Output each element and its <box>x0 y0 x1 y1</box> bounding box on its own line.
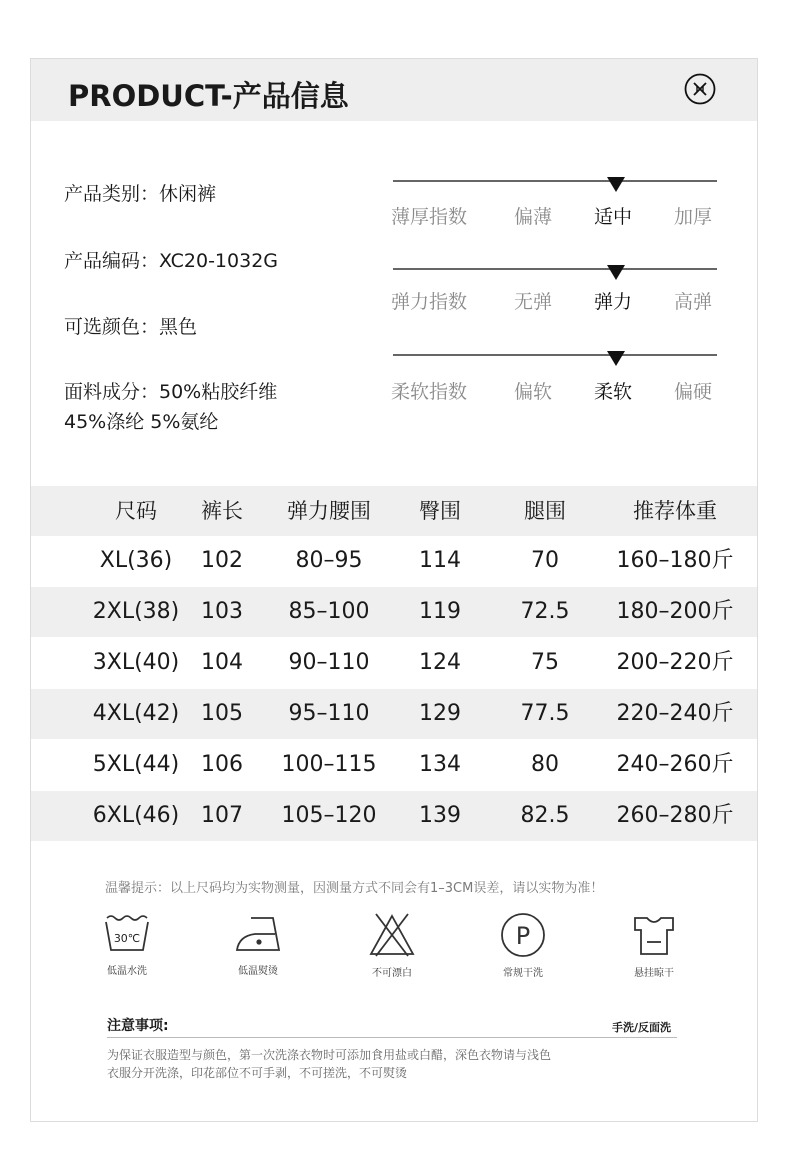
scale-name: 薄厚指数 <box>391 206 468 228</box>
scale-level: 无弹 <box>514 291 553 313</box>
table-cell: 139 <box>419 803 461 828</box>
table-cell: 119 <box>419 599 461 624</box>
table-cell: 3XL(40) <box>92 650 180 675</box>
header-cell: 尺码 <box>115 499 157 523</box>
care-item-iron <box>218 912 298 977</box>
wash-30-icon <box>102 912 152 956</box>
table-row <box>31 536 757 586</box>
notice-title: 注意事项: <box>107 1018 169 1034</box>
scale-level-selected: 适中 <box>594 206 633 228</box>
scale-name: 柔软指数 <box>391 381 468 403</box>
notice-text: 衣服分开洗涤，印花部位不可手剥，不可搓洗，不可熨烫 <box>107 1066 408 1080</box>
scale-marker-icon <box>607 351 625 366</box>
table-cell: 2XL(38) <box>92 599 180 624</box>
table-cell: 220–240斤 <box>616 701 734 726</box>
scale-marker-icon <box>607 265 625 280</box>
table-cell: 80 <box>531 752 559 777</box>
size-tip: 温馨提示：以上尺码均为实物测量，因测量方式不同会有1–3CM误差，请以实物为准！ <box>105 881 604 896</box>
scale-level-selected: 柔软 <box>594 381 633 403</box>
notice-text: 为保证衣服造型与颜色，第一次洗涤衣物时可添加食用盐或白醋，深色衣物请与浅色 <box>107 1048 552 1062</box>
care-label: 不可漂白 <box>372 968 412 979</box>
dry-clean-icon <box>498 912 548 958</box>
table-cell: 95–110 <box>288 701 370 726</box>
header-cell: 臀围 <box>419 499 461 523</box>
scale-level: 偏硬 <box>674 381 713 403</box>
fabric-composition-cont: 45%涤纶 5%氨纶 <box>64 411 219 433</box>
table-cell: 129 <box>419 701 461 726</box>
product-category: 产品类别：休闲裤 <box>64 183 217 205</box>
care-label: 常规干洗 <box>503 968 543 979</box>
table-cell: 85–100 <box>288 599 370 624</box>
table-cell: 70 <box>531 548 559 573</box>
table-cell: 5XL(44) <box>92 752 180 777</box>
scale-marker-icon <box>607 177 625 192</box>
table-cell: 72.5 <box>520 599 570 624</box>
product-color: 可选颜色：黑色 <box>64 316 198 338</box>
dry-clean-letter: P <box>515 922 531 950</box>
table-cell: 100–115 <box>281 752 377 777</box>
table-cell: 134 <box>419 752 461 777</box>
table-cell: 200–220斤 <box>616 650 734 675</box>
table-cell: 180–200斤 <box>616 599 734 624</box>
care-item-dryclean <box>483 912 563 979</box>
table-cell: 160–180斤 <box>616 548 734 573</box>
table-cell: 106 <box>201 752 243 777</box>
product-code: 产品编码：XC20-1032G <box>64 250 279 272</box>
table-cell: 77.5 <box>520 701 570 726</box>
table-cell: 6XL(46) <box>92 803 180 828</box>
header-cell: 推荐体重 <box>633 499 717 523</box>
scale-track <box>393 354 717 356</box>
header-cell: 裤长 <box>201 499 243 523</box>
table-cell: 75 <box>531 650 559 675</box>
table-row <box>31 689 757 739</box>
table-cell: 124 <box>419 650 461 675</box>
scale-name: 弹力指数 <box>391 291 468 313</box>
table-cell: 103 <box>201 599 243 624</box>
table-cell: 260–280斤 <box>616 803 734 828</box>
notice-divider <box>107 1037 677 1038</box>
header-cell: 腿围 <box>524 499 566 523</box>
table-cell: 4XL(42) <box>92 701 180 726</box>
table-row <box>31 587 757 637</box>
care-label: 低温水洗 <box>107 966 147 977</box>
table-header-row <box>31 486 757 536</box>
table-row <box>31 740 757 790</box>
scale-level-selected: 弹力 <box>594 291 633 313</box>
scale-level: 偏薄 <box>514 206 553 228</box>
table-cell: 90–110 <box>288 650 370 675</box>
scale-track <box>393 268 717 270</box>
care-label: 悬挂晾干 <box>634 968 674 979</box>
table-cell: 82.5 <box>520 803 570 828</box>
page-title: PRODUCT-产品信息 <box>68 79 349 113</box>
table-cell: 107 <box>201 803 243 828</box>
care-item-wash <box>87 912 167 977</box>
fabric-composition: 面料成分：50%粘胶纤维 <box>64 381 278 403</box>
wash-method: 手洗/反面洗 <box>612 1021 672 1034</box>
table-cell: 102 <box>201 548 243 573</box>
table-cell: XL(36) <box>99 548 173 573</box>
table-row <box>31 638 757 688</box>
table-cell: 80–95 <box>295 548 363 573</box>
scale-level: 加厚 <box>674 206 713 228</box>
wash-temp: 30℃ <box>113 932 141 945</box>
hang-dry-icon <box>629 912 679 958</box>
table-row <box>31 791 757 841</box>
care-item-hang <box>614 912 694 979</box>
table-cell: 240–260斤 <box>616 752 734 777</box>
low-iron-icon <box>231 912 285 956</box>
table-cell: 114 <box>419 548 461 573</box>
scale-track <box>393 180 717 182</box>
header-cell: 弹力腰围 <box>287 499 371 523</box>
table-cell: 105 <box>201 701 243 726</box>
care-item-bleach <box>352 912 432 979</box>
brand-logo-icon <box>684 73 716 105</box>
no-bleach-icon <box>367 912 417 958</box>
scale-level: 偏软 <box>514 381 553 403</box>
scale-level: 高弹 <box>674 291 713 313</box>
care-label: 低温熨烫 <box>238 966 278 977</box>
table-cell: 104 <box>201 650 243 675</box>
table-cell: 105–120 <box>281 803 377 828</box>
